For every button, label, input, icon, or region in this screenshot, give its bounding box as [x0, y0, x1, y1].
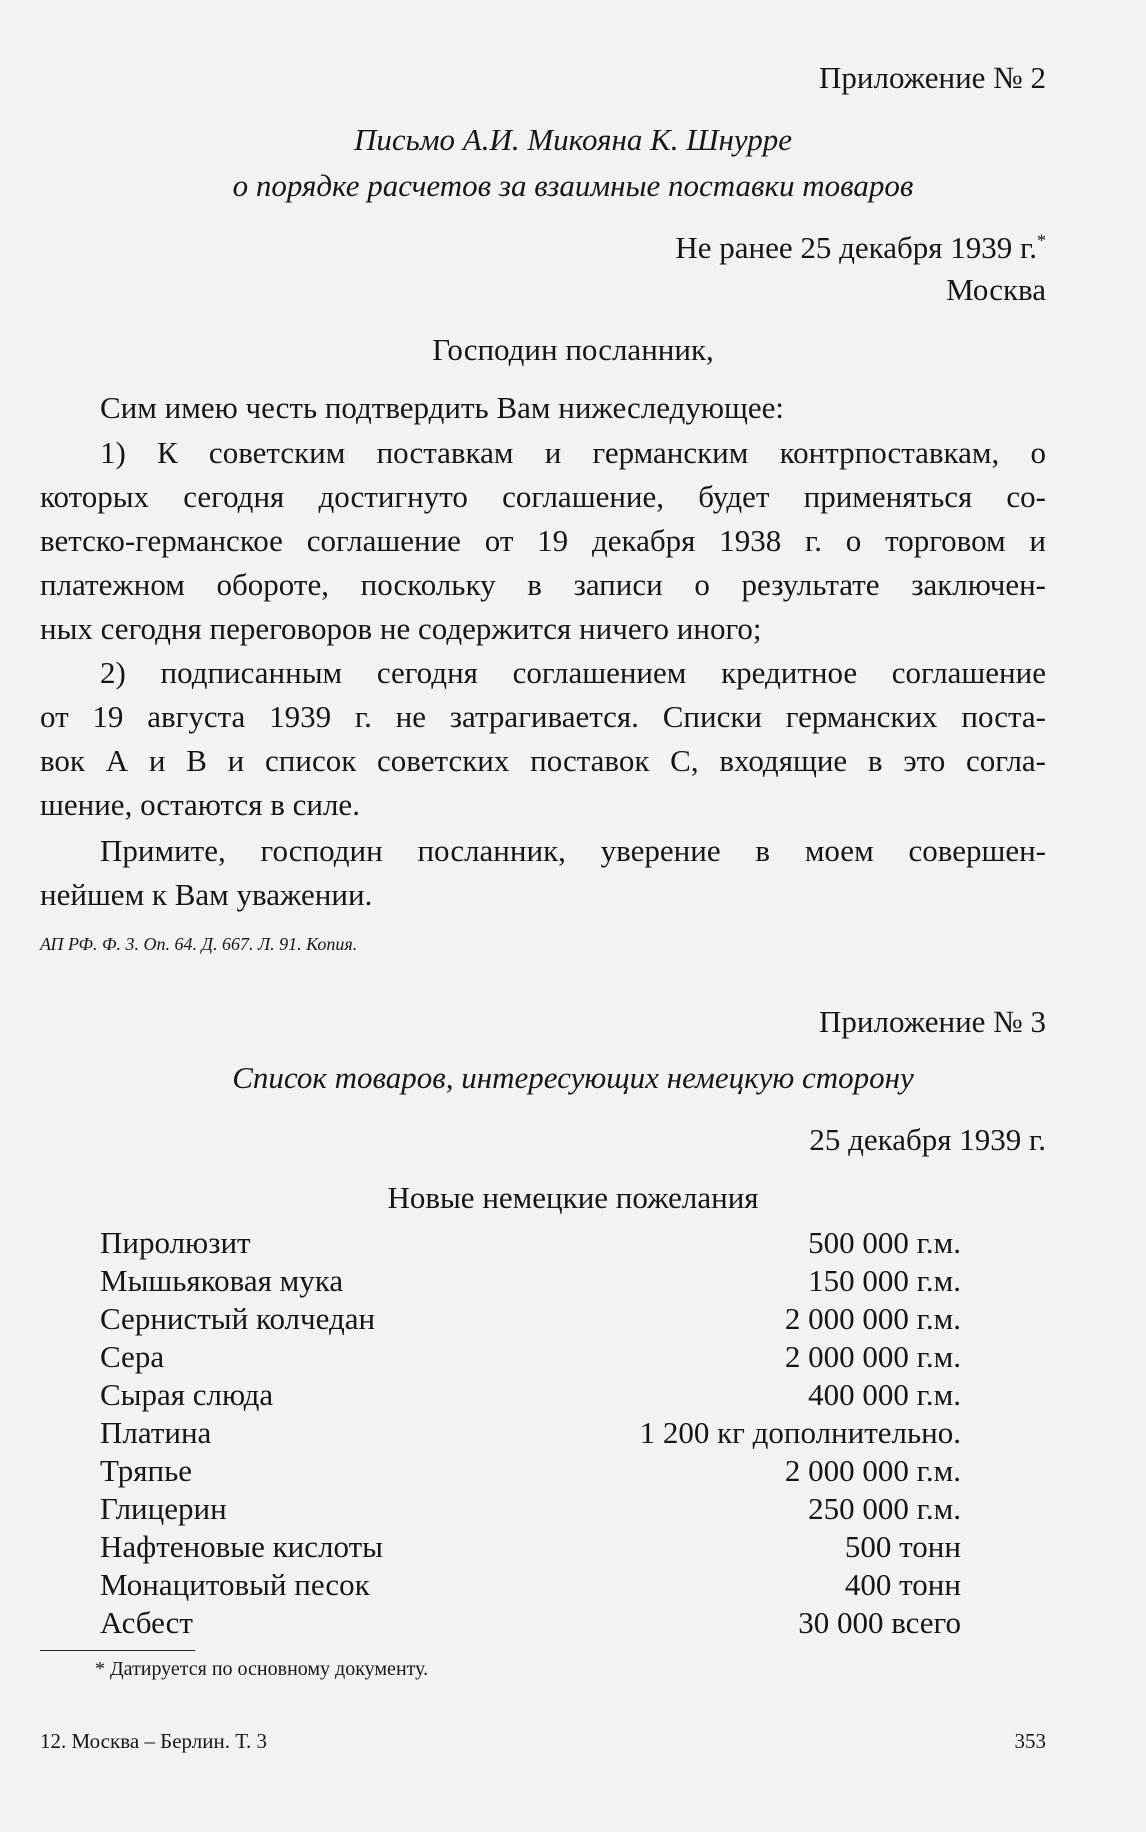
item-name: Сырая слюда: [100, 1377, 274, 1412]
letter-line: платежном обороте, поскольку в записи о результате заключен-: [40, 567, 1046, 602]
item-name: Нафтеновые кислоты: [100, 1529, 383, 1564]
appendix-3-label: Приложение № 3: [819, 1004, 1046, 1039]
footnote-divider: [40, 1650, 195, 1651]
item-name: Сера: [100, 1339, 165, 1374]
footnote-mark: *: [1037, 230, 1046, 251]
page-number: 353: [1014, 1729, 1046, 1753]
list-item: [100, 1339, 961, 1375]
letter-line: 2) подписанным сегодня соглашением кредитное соглашение: [100, 655, 1046, 690]
list-item: [100, 1605, 961, 1641]
item-quantity: 2 000 000 г.м.: [784, 1339, 961, 1374]
item-quantity: 2 000 000 г.м.: [784, 1301, 961, 1336]
list-item: [100, 1415, 961, 1451]
letter-subtitle: о порядке расчетов за взаимные поставки товаров: [232, 168, 914, 203]
item-quantity: 150 000 г.м.: [808, 1263, 961, 1298]
letter-line: вок А и В и список советских поставок С, входящие в это согла-: [40, 743, 1046, 778]
list-item: [100, 1225, 961, 1261]
appendix-3-heading: Новые немецкие пожелания: [387, 1180, 759, 1215]
item-name: Сернистый колчедан: [100, 1301, 376, 1336]
item-quantity: 2 000 000 г.м.: [784, 1453, 961, 1488]
item-quantity: 250 000 г.м.: [808, 1491, 961, 1526]
item-name: Глицерин: [100, 1491, 227, 1526]
letter-place: Москва: [946, 272, 1046, 307]
item-quantity: 500 тонн: [844, 1529, 961, 1564]
letter-line: ветско-германское соглашение от 19 декабря 1938 г. о торговом и: [40, 523, 1046, 558]
item-quantity: 1 200 кг дополнительно.: [639, 1415, 961, 1450]
item-quantity: 400 000 г.м.: [808, 1377, 961, 1412]
letter-line: от 19 августа 1939 г. не затрагивается. Списки германских поста-: [40, 699, 1046, 734]
letter-title: Письмо А.И. Микояна К. Шнурре: [353, 122, 793, 157]
item-name: Монацитовый песок: [100, 1567, 370, 1602]
item-name: Асбест: [100, 1605, 193, 1640]
item-quantity: 500 000 г.м.: [808, 1225, 961, 1260]
appendix-3-title: Список товаров, интересующих немецкую сторону: [232, 1060, 914, 1095]
item-name: Платина: [100, 1415, 212, 1450]
footer-book-title: 12. Москва – Берлин. Т. 3: [40, 1729, 267, 1753]
item-name: Пиролюзит: [100, 1225, 251, 1260]
item-quantity: 30 000 всего: [798, 1605, 961, 1640]
letter-line: 1) К советским поставкам и германским контрпоставкам, о: [100, 435, 1046, 470]
letter-line: которых сегодня достигнуто соглашение, будет применяться со-: [40, 479, 1046, 514]
letter-date-text: Не ранее 25 декабря 1939 г.: [675, 230, 1037, 265]
list-item: [100, 1377, 961, 1413]
appendix-3-date: 25 декабря 1939 г.: [809, 1122, 1046, 1157]
item-quantity: 400 тонн: [844, 1567, 961, 1602]
letter-line: нейшем к Вам уважении.: [40, 877, 373, 912]
item-name: Мышьяковая мука: [100, 1263, 344, 1298]
letter-line: Примите, господин посланник, уверение в моем совершен-: [100, 833, 1046, 868]
footnote: * Датируется по основному документу.: [95, 1658, 429, 1680]
archive-reference: АП РФ. Ф. 3. Оп. 64. Д. 667. Л. 91. Копия.: [40, 934, 358, 954]
list-item: [100, 1491, 961, 1527]
list-item: [100, 1529, 961, 1565]
salutation: Господин посланник,: [432, 332, 714, 367]
list-item: [100, 1263, 961, 1299]
letter-line: Сим имею честь подтвердить Вам нижеследующее:: [100, 390, 784, 425]
list-item: [100, 1453, 961, 1489]
item-name: Тряпье: [100, 1453, 193, 1488]
list-item: [100, 1567, 961, 1603]
list-item: [100, 1301, 961, 1337]
letter-date: [675, 230, 1046, 266]
letter-line: шение, остаются в силе.: [40, 787, 360, 822]
letter-line: ных сегодня переговоров не содержится ничего иного;: [40, 611, 762, 646]
appendix-2-label: Приложение № 2: [819, 60, 1046, 95]
